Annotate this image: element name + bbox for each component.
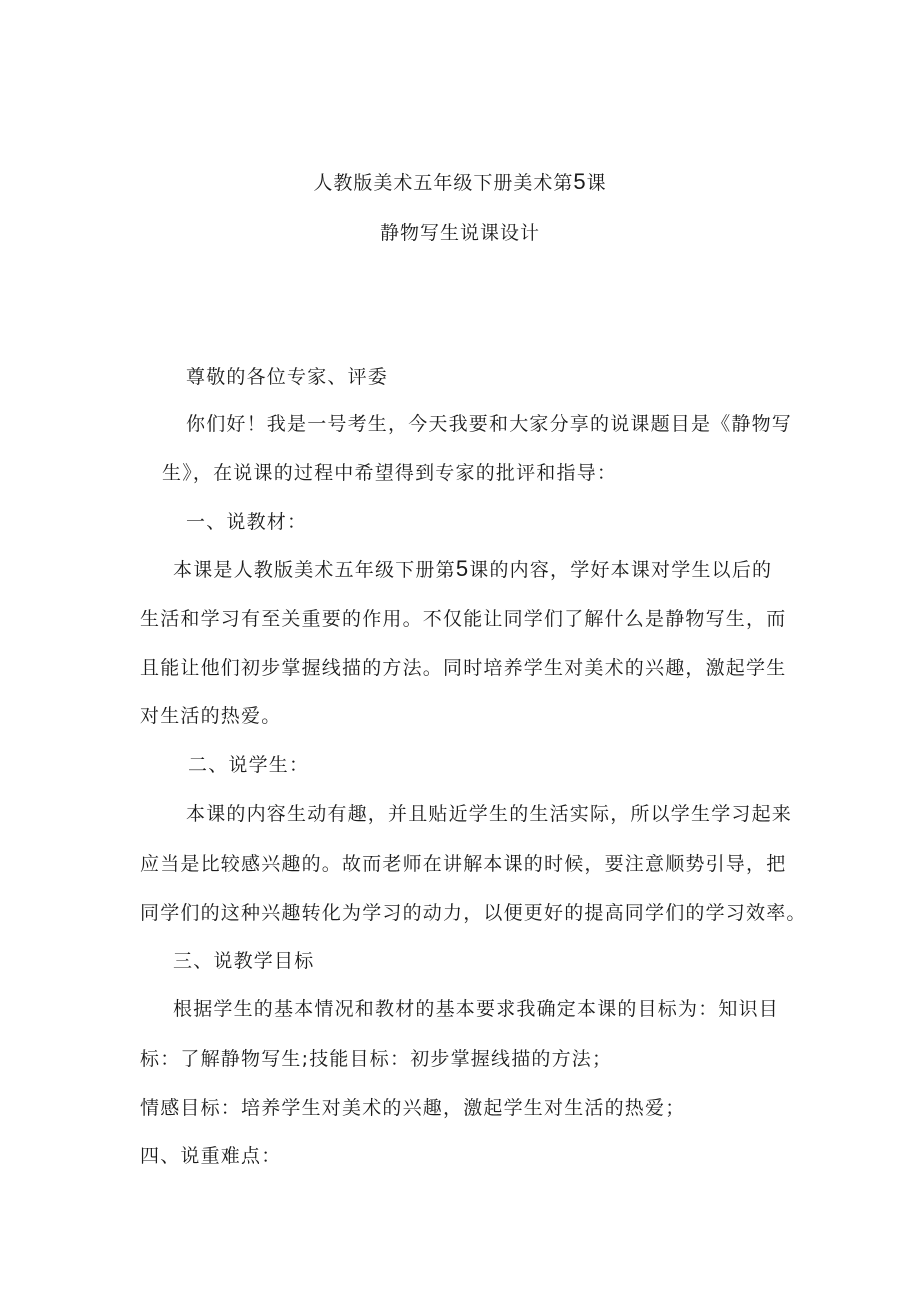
greeting: 尊敬的各位专家、评委	[186, 366, 389, 388]
section-3-line-2: 标：了解静物写生;技能目标：初步掌握线描的方法；	[140, 1048, 613, 1070]
section-1-line-4: 对生活的热爱。	[140, 705, 282, 727]
section-4-heading: 四、说重难点：	[140, 1145, 282, 1167]
section-1-text-a: 本课是人教版美术五年级下册第	[173, 559, 456, 581]
intro-paragraph-line-1: 你们好！我是一号考生，今天我要和大家分享的说课题目是《静物写	[186, 413, 793, 435]
section-2-line-2: 应当是比较感兴趣的。故而老师在讲解本课的时候，要注意顺势引导，把	[140, 853, 787, 875]
lesson-number: 5	[573, 169, 587, 194]
section-1-line-1	[173, 557, 772, 582]
document-title-line-2: 静物写生说课设计	[379, 222, 540, 244]
section-2-line-1: 本课的内容生动有趣，并且贴近学生的生活实际，所以学生学习起来	[186, 803, 793, 825]
section-2-line-3: 同学们的这种兴趣转化为学习的动力，以便更好的提高同学们的学习效率。	[140, 902, 807, 924]
title-text-a: 人教版美术五年级下册美术第	[313, 172, 574, 194]
section-3-heading: 三、说教学目标	[173, 950, 315, 972]
section-2-heading: 二、说学生：	[188, 754, 310, 776]
section-1-line-2: 生活和学习有至关重要的作用。不仅能让同学们了解什么是静物写生，而	[140, 608, 787, 630]
intro-paragraph-line-2: 生》，在说课的过程中希望得到专家的批评和指导：	[162, 462, 618, 484]
title-text-b: 课	[586, 172, 607, 194]
section-3-line-3: 情感目标：培养学生对美术的兴趣，激起学生对生活的热爱；	[140, 1097, 686, 1119]
section-1-lesson-number: 5	[455, 556, 470, 581]
document-title-line-1	[0, 168, 920, 195]
section-1-text-b: 课的内容，学好本课对学生以后的	[469, 559, 773, 581]
section-3-line-1: 根据学生的基本情况和教材的基本要求我确定本课的目标为：知识目	[173, 998, 780, 1020]
section-1-heading: 一、说教材：	[186, 511, 308, 533]
section-1-line-3: 且能让他们初步掌握线描的方法。同时培养学生对美术的兴趣，激起学生	[140, 657, 787, 679]
